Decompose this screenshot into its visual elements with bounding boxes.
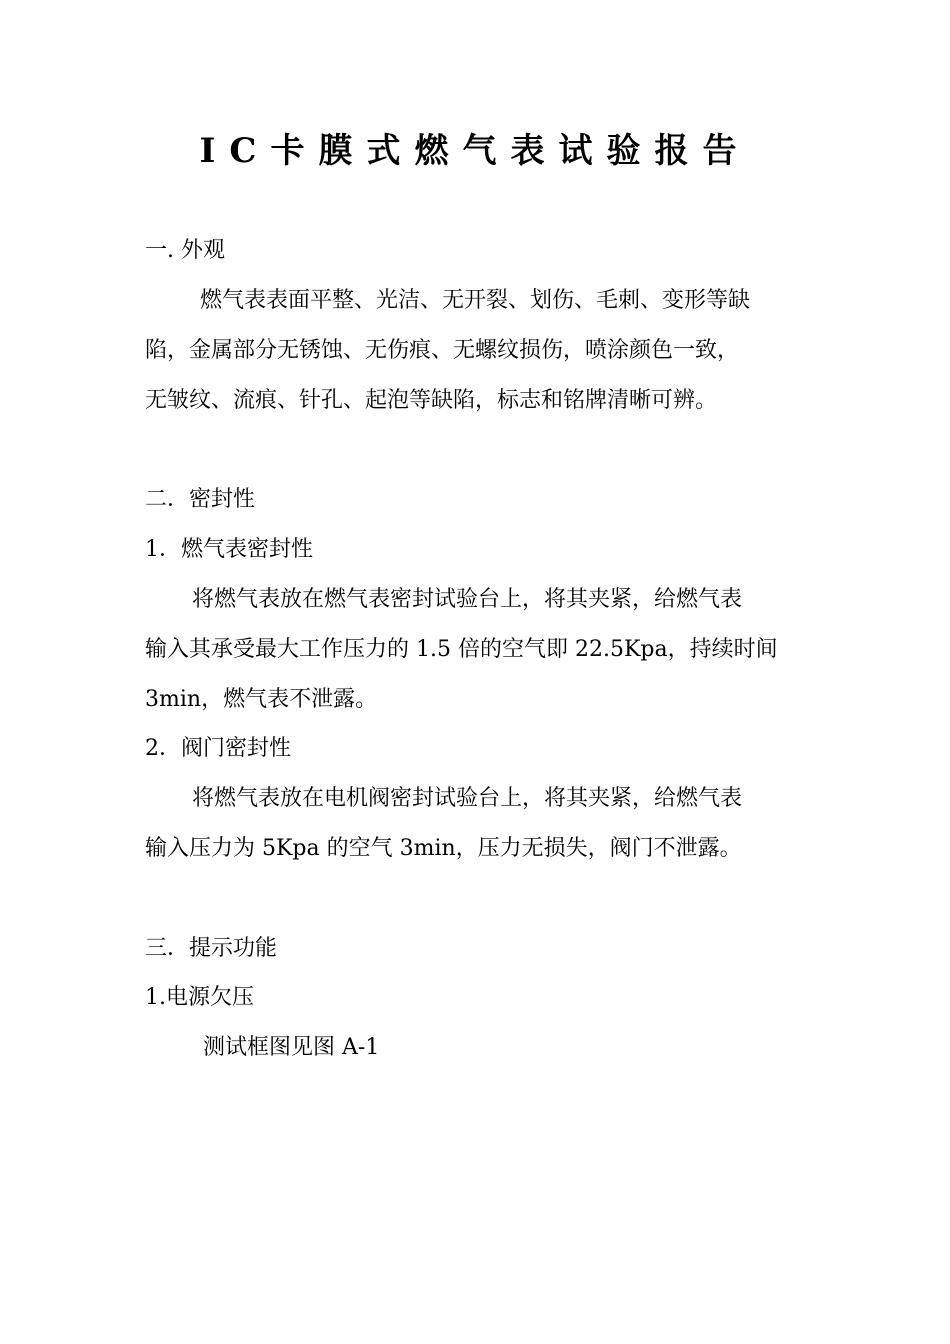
meter-sealing-line-3: 3min，燃气表不泄露。 [145, 687, 378, 712]
meter-sealing-line-2: 输入其承受最大工作压力的 1.5 倍的空气即 22.5Kpa，持续时间 [145, 637, 778, 662]
report-title: IC卡膜式燃气表试验报告 [199, 131, 751, 171]
valve-sealing-line-2: 输入压力为 5Kpa 的空气 3min，压力无损失，阀门不泄露。 [145, 836, 742, 861]
appearance-line-2: 陷，金属部分无锈蚀、无伤痕、无螺纹损伤，喷涂颜色一致， [145, 338, 740, 363]
section-appearance-heading: 一. 外观 [145, 238, 225, 263]
meter-sealing-line-1: 将燃气表放在燃气表密封试验台上，将其夹紧，给燃气表 [192, 587, 743, 612]
meter-sealing-heading: 1．燃气表密封性 [145, 537, 313, 562]
undervoltage-line: 测试框图见图 A-1 [203, 1035, 380, 1060]
section-prompt-heading: 三．提示功能 [145, 936, 278, 961]
undervoltage-heading: 1.电源欠压 [145, 985, 254, 1010]
section-sealing-heading: 二．密封性 [145, 487, 256, 512]
appearance-line-3: 无皱纹、流痕、针孔、起泡等缺陷，标志和铭牌清晰可辨。 [145, 388, 718, 413]
appearance-line-1: 燃气表表面平整、光洁、无开裂、划伤、毛刺、变形等缺 [200, 288, 751, 313]
valve-sealing-heading: 2．阀门密封性 [145, 736, 291, 761]
valve-sealing-line-1: 将燃气表放在电机阀密封试验台上，将其夹紧，给燃气表 [192, 786, 743, 811]
